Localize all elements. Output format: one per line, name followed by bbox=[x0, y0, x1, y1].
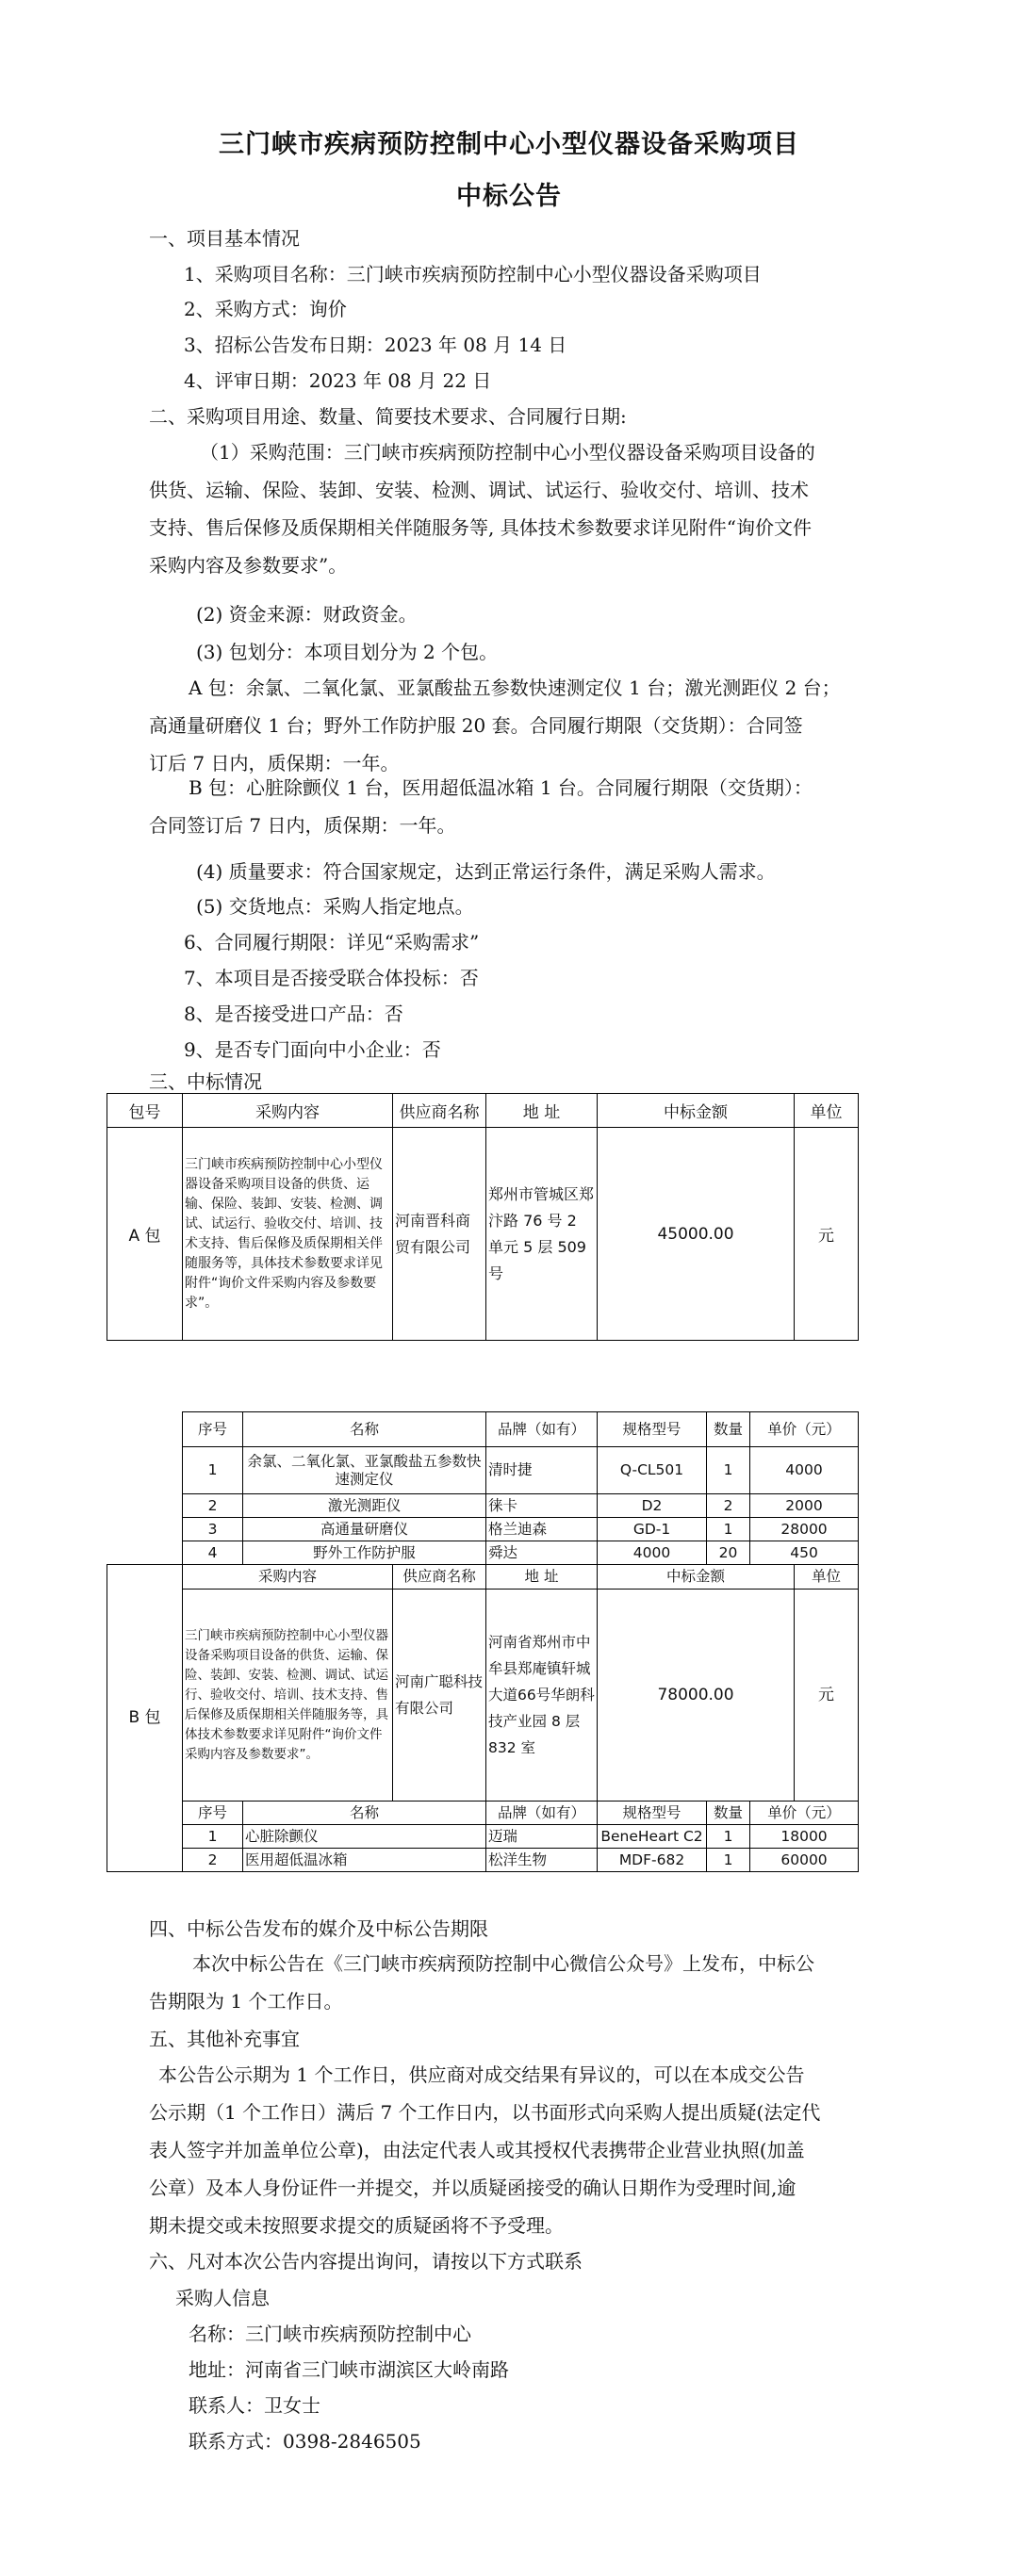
table-header: 数量 bbox=[707, 1802, 750, 1825]
list-item: 9、是否专门面向中小企业：否 bbox=[184, 1038, 441, 1061]
table-row bbox=[107, 1849, 859, 1872]
item-qty: 1 bbox=[707, 1447, 750, 1494]
item-model: D2 bbox=[598, 1494, 707, 1518]
paragraph-package-a bbox=[149, 669, 873, 782]
section-heading: 五、其他补充事宜 bbox=[149, 2028, 300, 2050]
table-row bbox=[107, 1590, 859, 1802]
item-price: 28000 bbox=[750, 1518, 859, 1541]
text-line: 公章）及本人身份证件一并提交，并以质疑函接受的确认日期作为受理时间,逾 bbox=[149, 2177, 796, 2199]
item-name: 心脏除颤仪 bbox=[243, 1825, 486, 1849]
table-row bbox=[107, 1541, 859, 1565]
item-name: 野外工作防护服 bbox=[243, 1541, 486, 1565]
supplier-address: 郑州市管城区郑汴路 76 号 2 单元 5 层 509 号 bbox=[486, 1128, 598, 1341]
supplier-name: 河南广聪科技有限公司 bbox=[393, 1590, 486, 1802]
item-name: 激光测距仪 bbox=[243, 1494, 486, 1518]
text-line: (5) 交货地点：采购人指定地点。 bbox=[196, 895, 474, 918]
award-amount: 45000.00 bbox=[598, 1128, 795, 1341]
page-title: 三门峡市疾病预防控制中心小型仪器设备采购项目 bbox=[219, 130, 799, 159]
item-brand: 徕卡 bbox=[486, 1494, 598, 1518]
table-header: 包号 bbox=[107, 1094, 183, 1128]
table-header: 中标金额 bbox=[598, 1565, 795, 1590]
text-line: 本公告公示期为 1 个工作日，供应商对成交结果有异议的，可以在本成交公告 bbox=[158, 2063, 805, 2086]
award-table-b bbox=[107, 1411, 859, 1872]
section-heading: 三、中标情况 bbox=[149, 1070, 262, 1093]
item-price: 18000 bbox=[750, 1825, 859, 1849]
item-name: 余氯、二氧化氯、亚氯酸盐五参数快速测定仪 bbox=[243, 1447, 486, 1494]
text-line: A 包：余氯、二氧化氯、亚氯酸盐五参数快速测定仪 1 台；激光测距仪 2 台； bbox=[189, 677, 841, 699]
item-name: 医用超低温冰箱 bbox=[243, 1849, 486, 1872]
supplier-address: 河南省郑州市中牟县郑庵镇轩城大道66号华朗科技产业园 8 层 832 室 bbox=[486, 1590, 598, 1802]
award-amount: 78000.00 bbox=[598, 1590, 795, 1802]
paragraph-package-b bbox=[149, 769, 873, 844]
item-qty: 1 bbox=[707, 1518, 750, 1541]
item-model: BeneHeart C2 bbox=[598, 1825, 707, 1849]
item-no: 4 bbox=[183, 1541, 243, 1565]
list-item: 7、本项目是否接受联合体投标：否 bbox=[184, 967, 479, 989]
item-brand: 舜达 bbox=[486, 1541, 598, 1565]
contact-name: 名称：三门峡市疾病预防控制中心 bbox=[189, 2323, 471, 2345]
table-header: 采购内容 bbox=[183, 1565, 393, 1590]
item-no: 2 bbox=[183, 1849, 243, 1872]
paragraph-media bbox=[149, 1945, 873, 2020]
list-item: 6、合同履行期限：详见“采购需求” bbox=[184, 931, 480, 954]
text-line: （1）采购范围：三门峡市疾病预防控制中心小型仪器设备采购项目设备的 bbox=[200, 441, 815, 464]
contact-phone: 联系方式：0398-2846505 bbox=[189, 2430, 421, 2453]
list-item: 3、招标公告发布日期：2023 年 08 月 14 日 bbox=[184, 334, 567, 356]
text-line: 告期限为 1 个工作日。 bbox=[149, 1990, 343, 2013]
table-header: 中标金额 bbox=[598, 1094, 795, 1128]
table-row bbox=[107, 1494, 859, 1518]
table-row bbox=[107, 1447, 859, 1494]
table-header: 规格型号 bbox=[598, 1412, 707, 1447]
text-line: (3) 包划分：本项目划分为 2 个包。 bbox=[196, 641, 499, 663]
table-header: 序号 bbox=[183, 1802, 243, 1825]
table-header: 规格型号 bbox=[598, 1802, 707, 1825]
text-line: 本次中标公告在《三门峡市疾病预防控制中心微信公众号》上发布，中标公 bbox=[192, 1952, 814, 1975]
item-price: 2000 bbox=[750, 1494, 859, 1518]
item-price: 450 bbox=[750, 1541, 859, 1565]
page-subtitle: 中标公告 bbox=[456, 182, 562, 211]
text-line: (4) 质量要求：符合国家规定，达到正常运行条件，满足采购人需求。 bbox=[196, 860, 776, 883]
text-line: 采购内容及参数要求”。 bbox=[149, 554, 348, 577]
item-model: Q-CL501 bbox=[598, 1447, 707, 1494]
table-header: 单价（元） bbox=[750, 1412, 859, 1447]
contact-subheading: 采购人信息 bbox=[175, 2287, 270, 2309]
section-heading: 二、采购项目用途、数量、简要技术要求、合同履行日期: bbox=[149, 405, 627, 428]
item-no: 2 bbox=[183, 1494, 243, 1518]
item-model: 4000 bbox=[598, 1541, 707, 1565]
item-qty: 1 bbox=[707, 1849, 750, 1872]
item-price: 60000 bbox=[750, 1849, 859, 1872]
list-item: 2、采购方式：询价 bbox=[184, 298, 347, 320]
item-brand: 格兰迪森 bbox=[486, 1518, 598, 1541]
item-qty: 20 bbox=[707, 1541, 750, 1565]
table-header: 单位 bbox=[795, 1565, 859, 1590]
table-row bbox=[107, 1518, 859, 1541]
text-line: 公示期（1 个工作日）满后 7 个工作日内，以书面形式向采购人提出质疑(法定代 bbox=[149, 2101, 821, 2124]
text-line: 高通量研磨仪 1 台；野外工作防护服 20 套。合同履行期限（交货期）：合同签 bbox=[149, 714, 803, 737]
text-line: 订后 7 日内，质保期：一年。 bbox=[149, 752, 400, 774]
text-line: B 包：心脏除颤仪 1 台，医用超低温冰箱 1 台。合同履行期限（交货期）： bbox=[189, 776, 813, 799]
award-table-a bbox=[107, 1093, 859, 1341]
text-line: 表人签字并加盖单位公章)，由法定代表人或其授权代表携带企业营业执照(加盖 bbox=[149, 2139, 805, 2161]
table-header: 供应商名称 bbox=[393, 1565, 486, 1590]
item-price: 4000 bbox=[750, 1447, 859, 1494]
list-item: 8、是否接受进口产品：否 bbox=[184, 1003, 403, 1025]
item-brand: 松洋生物 bbox=[486, 1849, 598, 1872]
text-line: 期未提交或未按照要求提交的质疑函将不予受理。 bbox=[149, 2214, 564, 2237]
table-header: 单价（元） bbox=[750, 1802, 859, 1825]
item-model: MDF-682 bbox=[598, 1849, 707, 1872]
table-header: 数量 bbox=[707, 1412, 750, 1447]
contact-person: 联系人：卫女士 bbox=[189, 2394, 320, 2417]
contact-address: 地址：河南省三门峡市湖滨区大岭南路 bbox=[189, 2358, 509, 2381]
section-heading: 六、凡对本次公告内容提出询问，请按以下方式联系 bbox=[149, 2250, 583, 2273]
text-line: 支持、售后保修及质保期相关伴随服务等, 具体技术参数要求详见附件“询价文件 bbox=[149, 516, 812, 539]
text-line: 合同签订后 7 日内，质保期：一年。 bbox=[149, 814, 456, 837]
paragraph-supplement bbox=[149, 2056, 873, 2244]
table-header: 品牌（如有） bbox=[486, 1802, 598, 1825]
content-desc: 三门峡市疾病预防控制中心小型仪器设备采购项目设备的供货、运输、保险、装卸、安装、检测、调试、试运行、验收交付、培训、技术支持、售后保修及质保期相关伴随服务等，具体技术参数要求详见附件“询价文件采购内容及参数要求”。 bbox=[183, 1590, 393, 1802]
table-header: 名称 bbox=[243, 1802, 486, 1825]
table-header: 单位 bbox=[795, 1094, 859, 1128]
table-header: 品牌（如有） bbox=[486, 1412, 598, 1447]
package-label: A 包 bbox=[107, 1128, 183, 1341]
item-no: 3 bbox=[183, 1518, 243, 1541]
section-heading: 一、项目基本情况 bbox=[149, 227, 300, 250]
content-desc: 三门峡市疾病预防控制中心小型仪器设备采购项目设备的供货、运输、保险、装卸、安装、检测、调试、试运行、验收交付、培训、技术支持、售后保修及质保期相关伴随服务等，具体技术参数要求详见附件“询价文件采购内容及参数要求”。 bbox=[183, 1128, 393, 1341]
text-line: 供货、运输、保险、装卸、安装、检测、调试、试运行、验收交付、培训、技术 bbox=[149, 479, 809, 501]
table-header: 名称 bbox=[243, 1412, 486, 1447]
table-row bbox=[107, 1128, 859, 1341]
package-label: B 包 bbox=[107, 1565, 183, 1872]
table-row bbox=[107, 1825, 859, 1849]
item-qty: 2 bbox=[707, 1494, 750, 1518]
table-header: 采购内容 bbox=[183, 1094, 393, 1128]
item-brand: 清时捷 bbox=[486, 1447, 598, 1494]
text-line: (2) 资金来源：财政资金。 bbox=[196, 603, 418, 626]
section-heading: 四、中标公告发布的媒介及中标公告期限 bbox=[149, 1917, 488, 1940]
table-header: 地 址 bbox=[486, 1094, 598, 1128]
table-header: 序号 bbox=[183, 1412, 243, 1447]
supplier-name: 河南晋科商贸有限公司 bbox=[393, 1128, 486, 1341]
amount-unit: 元 bbox=[795, 1128, 859, 1341]
paragraph-scope bbox=[149, 433, 873, 584]
item-name: 高通量研磨仪 bbox=[243, 1518, 486, 1541]
item-qty: 1 bbox=[707, 1825, 750, 1849]
item-no: 1 bbox=[183, 1447, 243, 1494]
item-no: 1 bbox=[183, 1825, 243, 1849]
table-header: 供应商名称 bbox=[393, 1094, 486, 1128]
list-item: 1、采购项目名称：三门峡市疾病预防控制中心小型仪器设备采购项目 bbox=[184, 263, 762, 285]
item-brand: 迈瑞 bbox=[486, 1825, 598, 1849]
table-header: 地 址 bbox=[486, 1565, 598, 1590]
list-item: 4、评审日期：2023 年 08 月 22 日 bbox=[184, 369, 492, 392]
amount-unit: 元 bbox=[795, 1590, 859, 1802]
item-model: GD-1 bbox=[598, 1518, 707, 1541]
